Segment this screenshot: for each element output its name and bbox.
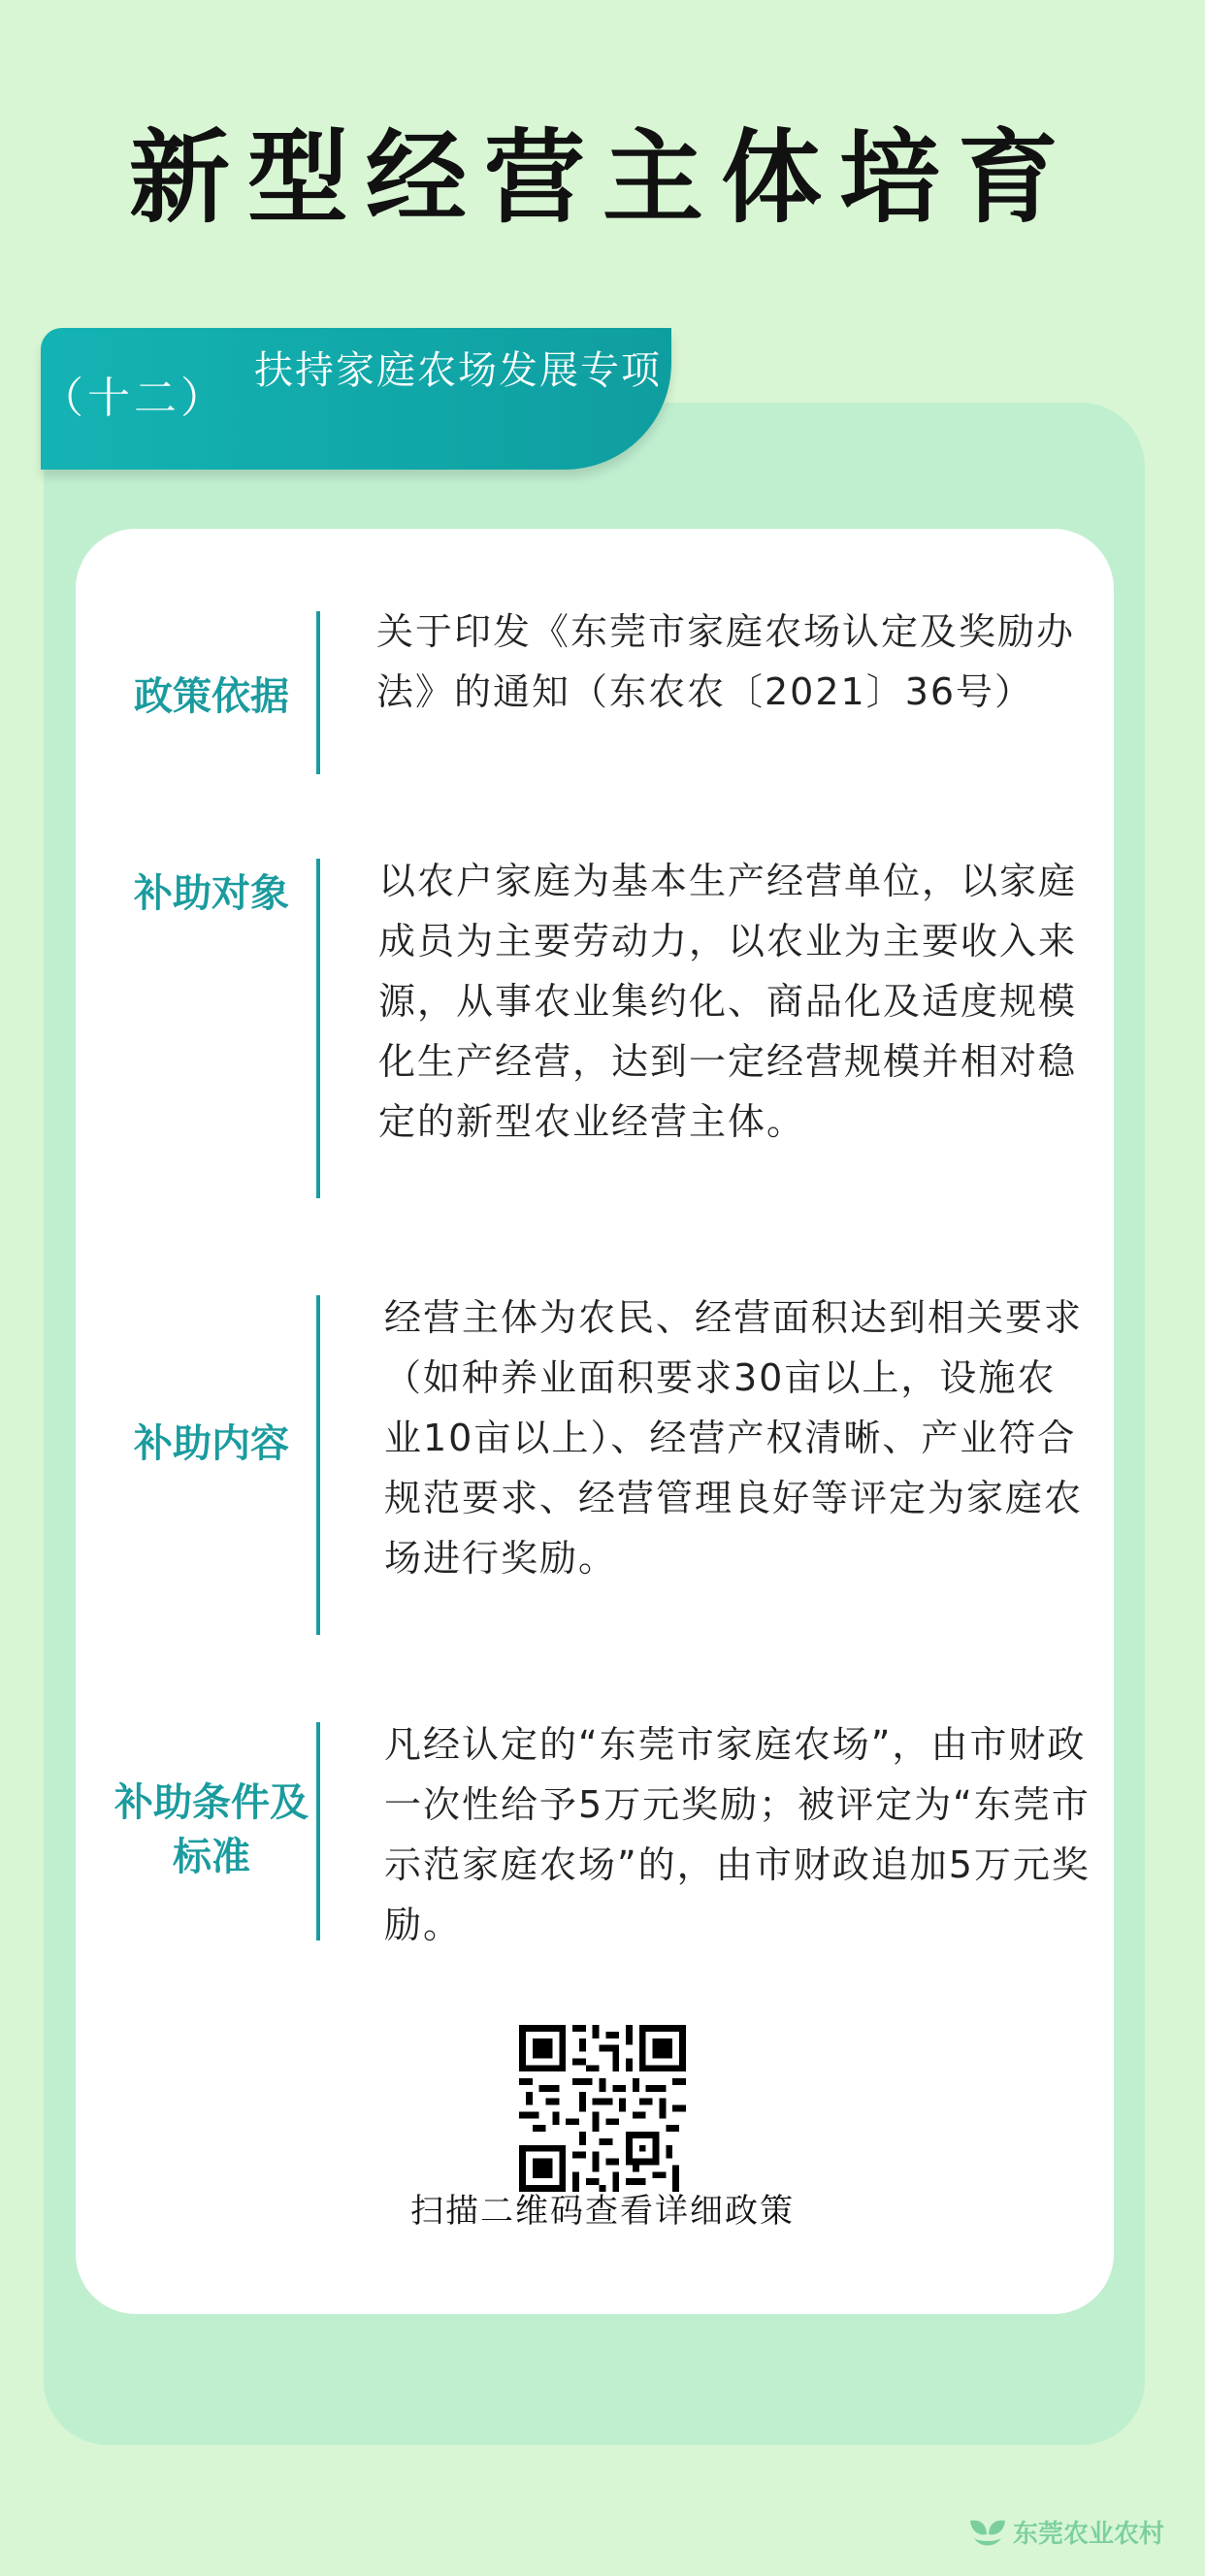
row-text: 关于印发《东莞市家庭农场认定及奖励办法》的通知（东农农〔2021〕36号）: [376, 610, 1076, 713]
leaf-logo-icon: [966, 2515, 1009, 2552]
section-title: 扶持家庭农场发展专项: [254, 348, 662, 393]
row-label: 政策依据: [134, 674, 289, 719]
row-label: 补助条件及标准: [114, 1780, 309, 1879]
section-number: （十二）: [41, 374, 227, 423]
page-title: 新型经营主体培育: [128, 117, 1076, 237]
row-divider: [316, 611, 320, 774]
row-text: 凡经认定的“东莞市家庭农场”，由市财政一次性给予5万元奖励；被评定为“东莞市示范家庭农场”的，由市财政追加5万元奖励。: [384, 1723, 1091, 1946]
qr-caption: 扫描二维码查看详细政策: [410, 2192, 795, 2231]
footer-logo: [966, 2513, 1170, 2556]
row-divider: [316, 859, 320, 1198]
qr-code[interactable]: [519, 2025, 686, 2192]
row-text: 经营主体为农民、经营面积达到相关要求（如种养业面积要求30亩以上，设施农业10亩以上）、经营产权清晰、产业符合规范要求、经营管理良好等评定为家庭农场进行奖励。: [384, 1296, 1084, 1580]
row-label: 补助对象: [134, 871, 289, 916]
row-divider: [316, 1722, 320, 1940]
row-label: 补助内容: [134, 1421, 289, 1466]
row-divider: [316, 1295, 320, 1635]
section-tab: [41, 328, 671, 470]
row-text: 以农户家庭为基本生产经营单位，以家庭成员为主要劳动力，以农业为主要收入来源，从事农业集约化、商品化及适度规模化生产经营，达到一定经营规模并相对稳定的新型农业经营主体。: [378, 860, 1078, 1143]
footer-logo-text: 东莞农业农村: [1013, 2520, 1165, 2549]
